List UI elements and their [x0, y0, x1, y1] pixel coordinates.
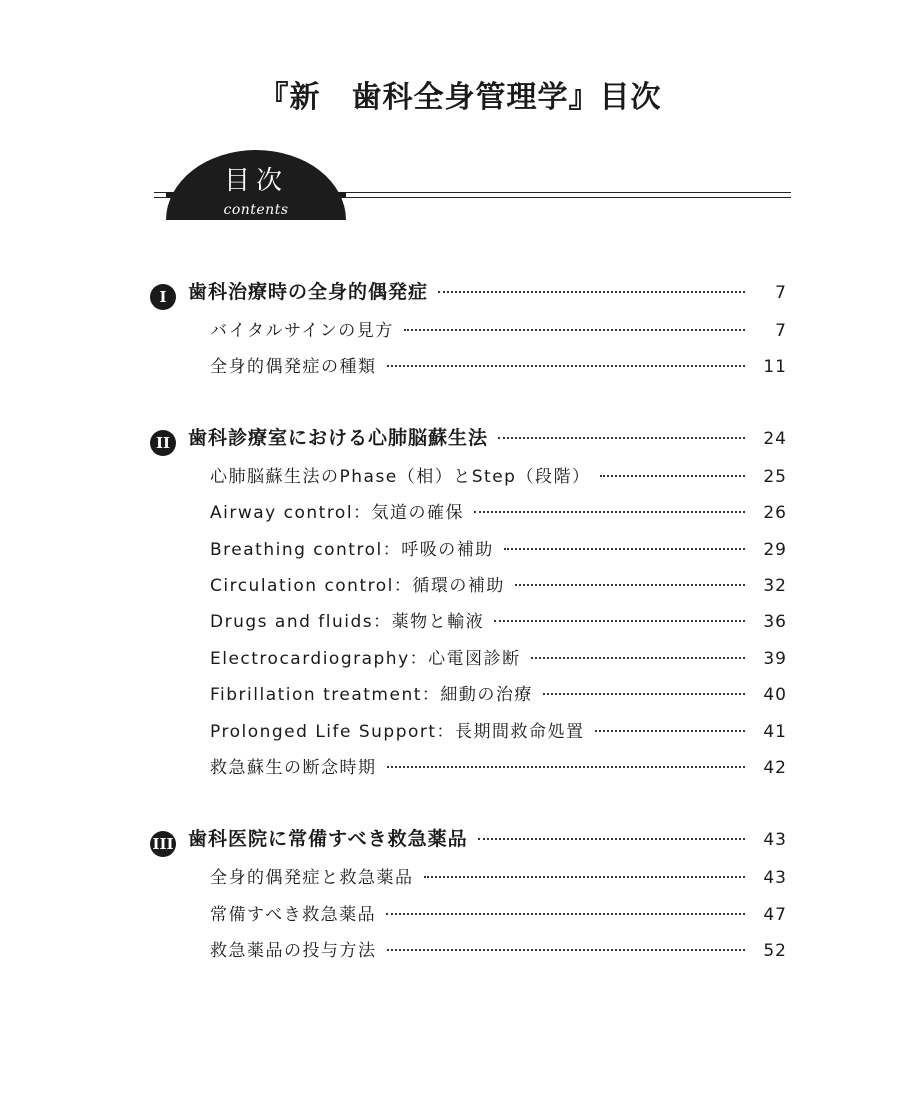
- dot-leader: [531, 657, 745, 659]
- section-3-numeral: III: [150, 831, 176, 857]
- entry-label: 常備すべき救急薬品: [210, 905, 377, 925]
- toc-entry[interactable]: [210, 535, 787, 560]
- header-subtitle: contents: [223, 202, 289, 218]
- dot-leader: [504, 548, 745, 550]
- toc-entry[interactable]: [210, 753, 787, 778]
- contents-header: [150, 148, 795, 223]
- entry-page: 29: [763, 540, 787, 560]
- toc-entry[interactable]: [210, 900, 787, 925]
- section-3-title: 歯科医院に常備すべき救急薬品: [188, 828, 468, 850]
- toc-entry[interactable]: [210, 607, 787, 632]
- dot-leader: [387, 949, 746, 951]
- entry-page: 41: [763, 722, 787, 742]
- header-title: 目次: [223, 166, 288, 196]
- section-1-numeral: I: [150, 284, 176, 310]
- entry-label: 全身的偶発症の種類: [210, 357, 377, 377]
- section-1-page: 7: [775, 283, 787, 303]
- toc-entry[interactable]: [210, 462, 787, 487]
- entry-page: 11: [763, 357, 787, 377]
- section-2-page: 24: [763, 429, 787, 449]
- dot-leader: [478, 838, 745, 840]
- dot-leader: [438, 291, 745, 293]
- entry-label: Fibrillation treatment：細動の治療: [210, 685, 533, 705]
- dot-leader: [600, 475, 745, 477]
- entry-label: Breathing control：呼吸の補助: [210, 540, 494, 560]
- entry-page: 7: [775, 321, 787, 341]
- entry-page: 40: [763, 685, 787, 705]
- dot-leader: [386, 913, 745, 915]
- entry-page: 52: [763, 941, 787, 961]
- entry-page: 47: [763, 905, 787, 925]
- toc-entry[interactable]: [210, 498, 787, 523]
- toc-entry[interactable]: [210, 717, 787, 742]
- dot-leader: [494, 620, 745, 622]
- toc-entry[interactable]: [210, 571, 787, 596]
- dot-leader: [387, 766, 746, 768]
- entry-label: 心肺脳蘇生法のPhase（相）とStep（段階）: [210, 467, 591, 487]
- toc-entry[interactable]: [210, 352, 787, 377]
- dot-leader: [474, 511, 745, 513]
- entry-page: 43: [763, 868, 787, 888]
- entry-label: Prolonged Life Support：長期間救命処置: [210, 722, 585, 742]
- toc-entry[interactable]: [210, 936, 787, 961]
- section-3-page: 43: [763, 830, 787, 850]
- entry-label: Drugs and fluids：薬物と輸液: [210, 612, 485, 632]
- dot-leader: [498, 437, 745, 439]
- entry-page: 32: [763, 576, 787, 596]
- entry-label: 全身的偶発症と救急薬品: [210, 868, 414, 888]
- toc-entry[interactable]: [210, 316, 787, 341]
- section-2-title: 歯科診療室における心肺脳蘇生法: [188, 427, 489, 449]
- entry-label: Airway control：気道の確保: [210, 503, 465, 523]
- page-title: 『新 歯科全身管理学』目次: [258, 80, 662, 115]
- entry-page: 39: [763, 649, 787, 669]
- section-2-heading[interactable]: [150, 423, 787, 452]
- dot-leader: [404, 329, 745, 331]
- section-3-heading[interactable]: [150, 824, 787, 853]
- section-1-title: 歯科治療時の全身的偶発症: [188, 281, 429, 303]
- dot-leader: [595, 730, 745, 732]
- toc-entry[interactable]: [210, 644, 787, 669]
- entry-page: 26: [763, 503, 787, 523]
- dot-leader: [543, 693, 745, 695]
- section-1-heading[interactable]: [150, 277, 787, 306]
- entry-label: Circulation control：循環の補助: [210, 576, 505, 596]
- entry-page: 42: [763, 758, 787, 778]
- entry-label: 救急蘇生の断念時期: [210, 758, 377, 778]
- entry-label: Electrocardiography：心電図診断: [210, 649, 521, 669]
- entry-label: 救急薬品の投与方法: [210, 941, 377, 961]
- toc-entry[interactable]: [210, 863, 787, 888]
- entry-page: 25: [763, 467, 787, 487]
- entry-label: バイタルサインの見方: [210, 321, 394, 341]
- section-2-numeral: II: [150, 430, 176, 456]
- dot-leader: [424, 876, 746, 878]
- dot-leader: [515, 584, 745, 586]
- entry-page: 36: [763, 612, 787, 632]
- dot-leader: [387, 365, 746, 367]
- toc-entry[interactable]: [210, 680, 787, 705]
